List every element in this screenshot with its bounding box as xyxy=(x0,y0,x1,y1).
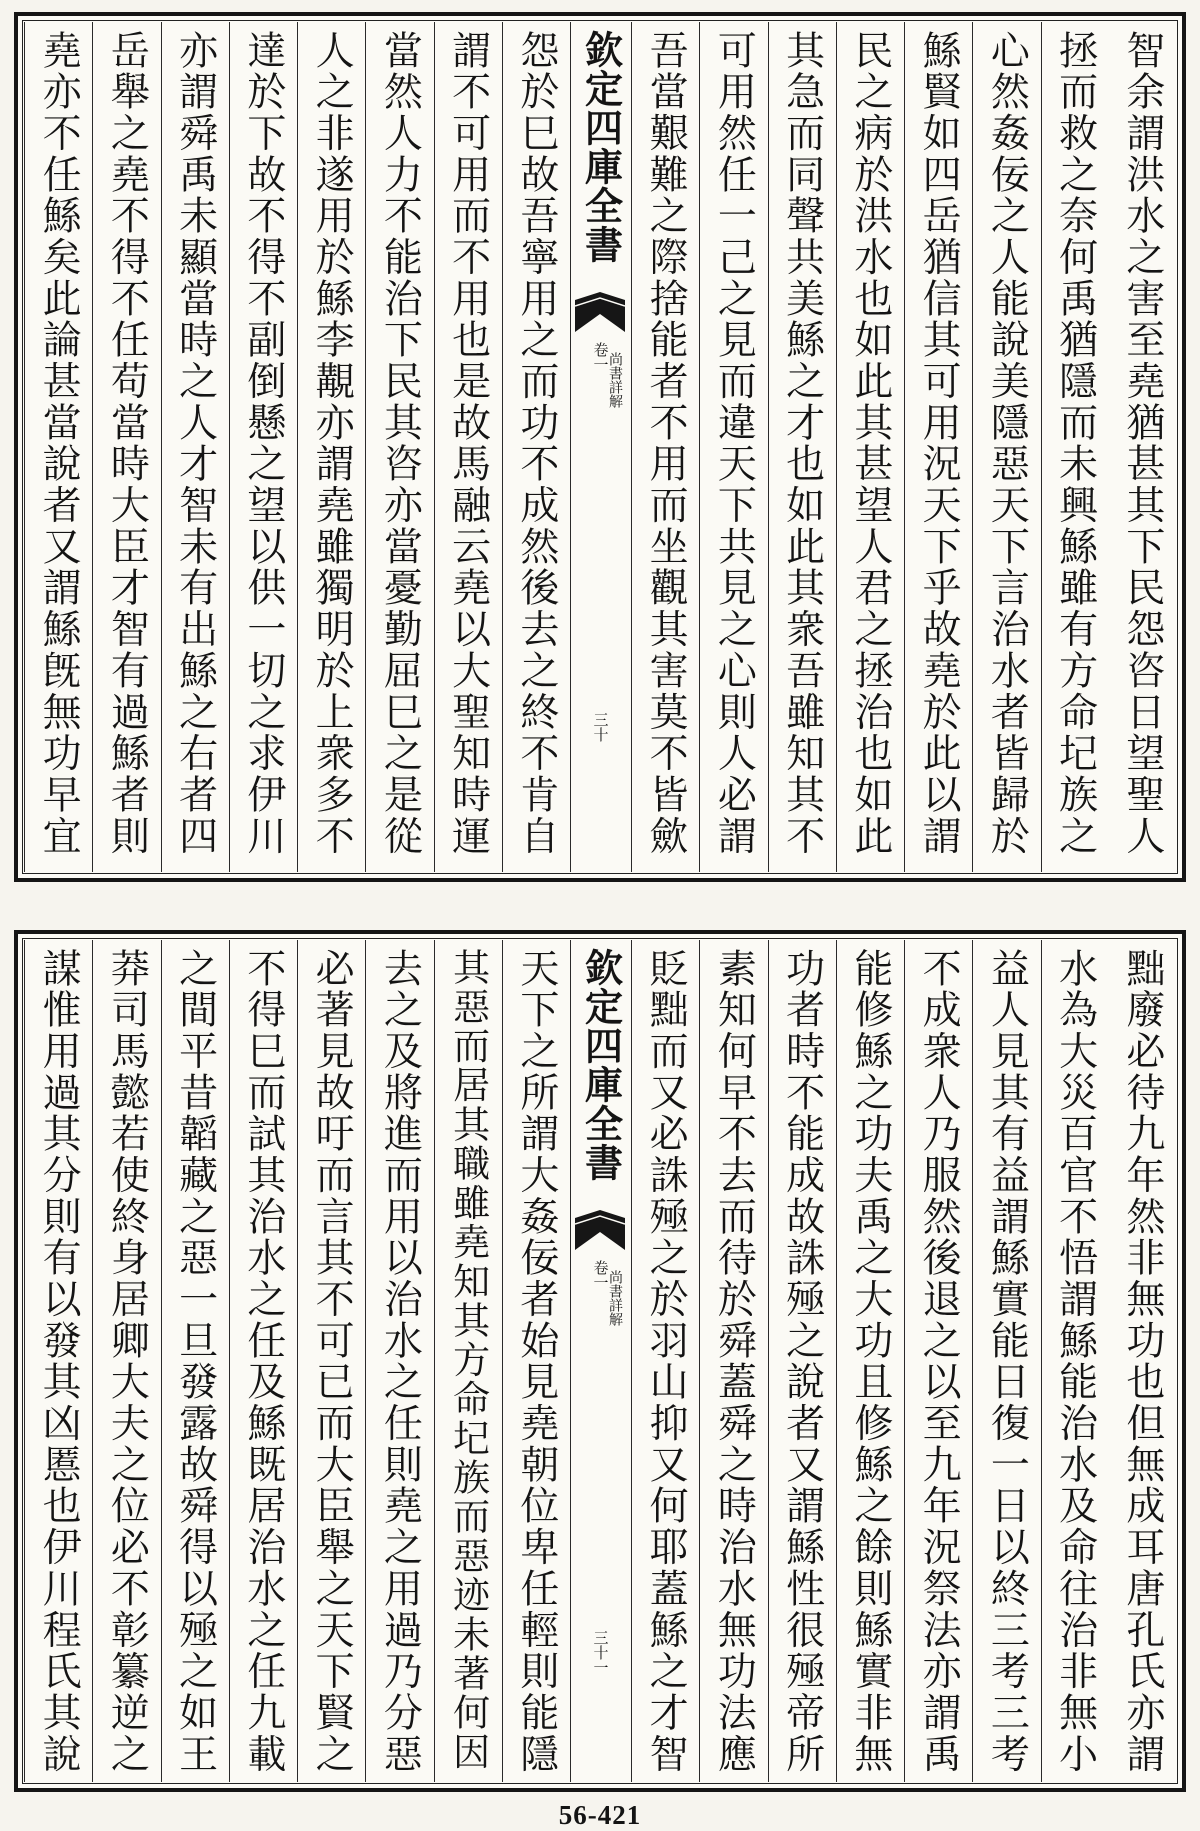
text-column: 益人見其有益謂鯀實能日復一日以終三考三考 xyxy=(972,940,1040,1782)
text-column: 當然人力不能治下民其咨亦當憂勤屈巳之是從 xyxy=(365,22,433,872)
text-column: 水為大災百官不悟謂鯀能治水及命往治非無小 xyxy=(1041,940,1109,1782)
book-spine-center xyxy=(570,22,631,872)
book-spine-center xyxy=(570,940,631,1782)
text-column: 亦謂舜禹未顯當時之人才智未有出鯀之右者四 xyxy=(161,22,229,872)
fish-tail-ornament-icon xyxy=(575,1210,625,1250)
text-column: 拯而救之奈何禹猶隱而未興鯀雖有方命圮族之 xyxy=(1041,22,1109,872)
text-column: 功者時不能成故誅殛之說者又謂鯀性很殛帝所 xyxy=(768,940,836,1782)
text-column: 岳舉之堯不得不任苟當時大臣才智有過鯀者則 xyxy=(92,22,160,872)
text-column: 謀惟用過其分則有以發其凶慝也伊川程氏其說 xyxy=(24,940,92,1782)
upper-page xyxy=(14,12,1186,882)
text-column: 其惡而居其職雖堯知其方命圮族而惡迹未著何因 xyxy=(434,940,502,1782)
leaf-number: 三十 xyxy=(591,712,610,742)
text-column: 其急而同聲共美鯀之才也如此其衆吾雖知其不 xyxy=(768,22,836,872)
text-column: 心然姦佞之人能說美隱惡天下言治水者皆歸於 xyxy=(972,22,1040,872)
text-column: 必著見故吁而言其不可已而大臣舉之天下賢之 xyxy=(297,940,365,1782)
lower-page xyxy=(14,930,1186,1792)
text-column: 謂不可用而不用也是故馬融云堯以大聖知時運 xyxy=(434,22,502,872)
text-column: 貶黜而又必誅殛之於羽山抑又何耶蓋鯀之才智 xyxy=(631,940,699,1782)
text-column: 智余謂洪水之害至堯猶甚其下民怨咨日望聖人 xyxy=(1119,30,1165,857)
book-name: 尚書詳解 xyxy=(607,1270,623,1326)
text-column: 之間平昔韜藏之惡一旦發露故舜得以殛之如王 xyxy=(161,940,229,1782)
lower-text-columns xyxy=(24,940,1176,1782)
book-name: 尚書詳解 xyxy=(607,352,623,408)
collection-title: 欽定四庫全書 xyxy=(578,948,624,1182)
upper-text-columns xyxy=(24,22,1176,872)
text-column: 天下之所謂大姦佞者始見堯朝位卑任輕則能隱 xyxy=(502,940,570,1782)
text-column: 不成衆人乃服然後退之以至九年況祭法亦謂禹 xyxy=(904,940,972,1782)
text-column: 堯亦不任鯀矣此論甚當說者又謂鯀旣無功早宜 xyxy=(24,22,92,872)
text-column: 民之病於洪水也如此其甚望人君之拯治也如此 xyxy=(836,22,904,872)
volume-label: 卷一 xyxy=(591,1260,610,1290)
text-column: 人之非遂用於鯀李覯亦謂堯雖獨明於上衆多不 xyxy=(297,22,365,872)
leaf-number: 三十一 xyxy=(591,1630,610,1675)
collection-title: 欽定四庫全書 xyxy=(578,30,624,264)
text-column: 能修鯀之功夫禹之大功且修鯀之餘則鯀實非無 xyxy=(836,940,904,1782)
text-column: 不得巳而試其治水之任及鯀既居治水之任九載 xyxy=(229,940,297,1782)
text-column: 莽司馬懿若使終身居卿大夫之位必不彰纂逆之 xyxy=(92,940,160,1782)
volume-label: 卷一 xyxy=(591,342,610,372)
text-column: 可用然任一己之見而違天下共見之心則人必謂 xyxy=(699,22,767,872)
text-column: 鯀賢如四岳猶信其可用況天下乎故堯於此以謂 xyxy=(904,22,972,872)
text-column: 吾當艱難之際捨能者不用而坐觀其害莫不皆歛 xyxy=(631,22,699,872)
text-column: 黜廢必待九年然非無功也但無成耳唐孔氏亦謂 xyxy=(1119,948,1165,1775)
text-column: 怨於巳故吾寧用之而功不成然後去之終不肯自 xyxy=(502,22,570,872)
page-label: 56-421 xyxy=(558,1800,642,1830)
text-column: 達於下故不得不副倒懸之望以供一切之求伊川 xyxy=(229,22,297,872)
fish-tail-ornament-icon xyxy=(575,292,625,332)
text-column: 素知何早不去而待於舜蓋舜之時治水無功法應 xyxy=(699,940,767,1782)
text-column: 去之及將進而用以治水之任則堯之用過乃分惡 xyxy=(365,940,433,1782)
